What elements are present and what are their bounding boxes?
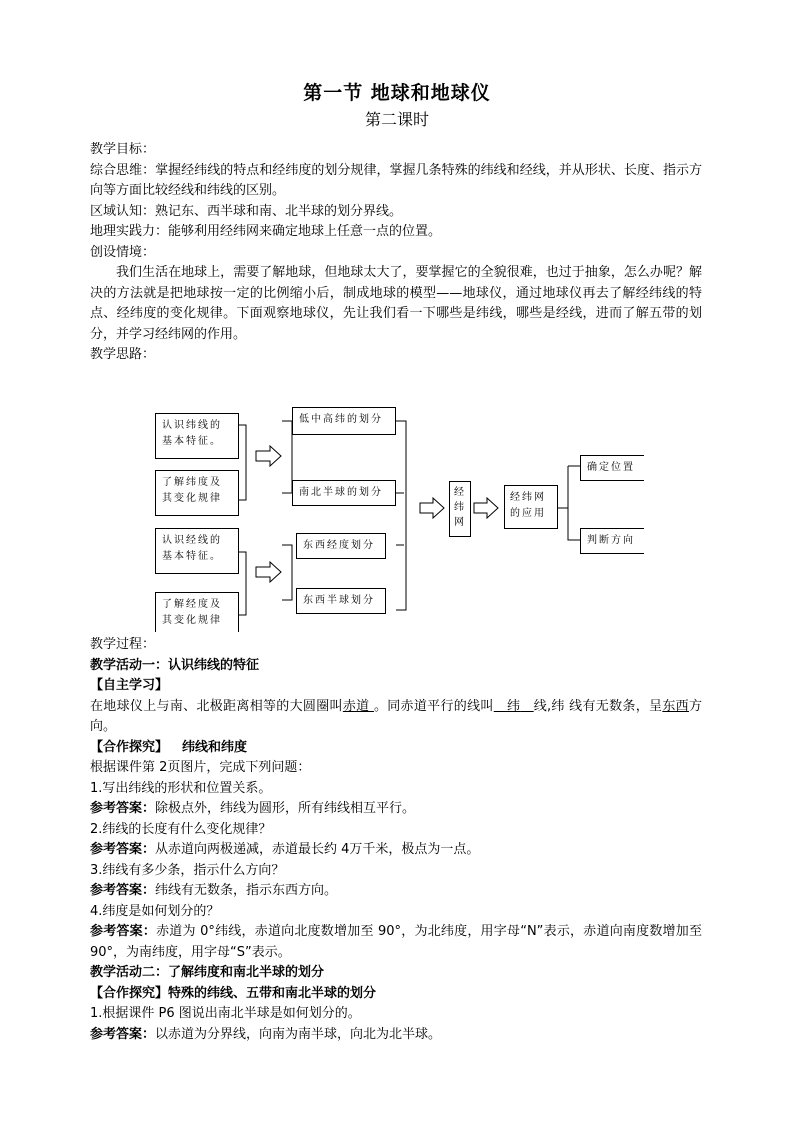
answer-3: 参考答案：纬线有无数条，指示东西方向。 [90, 883, 338, 898]
arrow-longitude [256, 562, 281, 582]
question-3: 3.纬线有多少条，指示什么方向？ [90, 862, 285, 878]
activity-2-title: 教学活动二：了解纬度和南北半球的划分 [90, 965, 325, 980]
answer-4: 参考答案：赤道为 0°纬线，赤道向北度数增加至 90°，为北纬度，用字母“N”表示，赤道向南度数增加至 90°，为南纬度，用字母“S”表示。 [90, 924, 702, 960]
question-2: 2.纬线的长度有什么变化规律？ [90, 821, 272, 837]
answer-1: 参考答案：除极点外，纬线为圆形，所有纬线相互平行。 [90, 801, 416, 816]
box-direction: 判断方向 [580, 528, 644, 554]
scene-text: 我们生活在地球上，需要了解地球，但地球太大了，要掌握它的全貌很难，也过于抽象，怎么办呢？解决的方法就是把地球按一定的比例缩小后，制成地球的模型——地球仪，通过地球仪再去了解经纬线的特点、经纬度的变化规律。下面观察地球仪，先让我们看一下哪些是纬线，哪些是经线，进而了解五带的划分，并学习经纬网的作用。 [90, 265, 702, 342]
coop-2-heading: 【合作探究】特殊的纬线、五带和南北半球的划分 [90, 985, 377, 1001]
question-1: 1.写出纬线的形状和位置关系。 [90, 780, 272, 796]
page-subtitle: 第二课时 [364, 110, 429, 129]
blank-latitude: 纬 [507, 698, 521, 714]
bracket-latitude-left [238, 425, 246, 500]
answer-2: 参考答案：从赤道向两极递减，赤道最长约 4万千米，极点为一点。 [90, 842, 480, 857]
box-ew-hemisphere: 东西半球划分 [296, 588, 386, 614]
box-longitude-degree: 了解经度及其变化规律 [155, 592, 239, 632]
goal-thinking: 综合思维：掌握经纬线的特点和经纬度的划分规律，掌握几条特殊的纬线和经线，并从形状、长度、指示方向等方面比较经线和纬线的区别。 [90, 162, 702, 198]
answer-5: 参考答案：以赤道为分界线，向南为南半球，向北为北半球。 [90, 1026, 442, 1042]
coop-1-heading: 【合作探究】 纬线和纬度 [90, 739, 248, 755]
blank-equator: 赤道 [342, 698, 370, 714]
box-ew-longitude: 东西经度划分 [296, 533, 386, 559]
goal-region: 区域认知：熟记东、西半球和南、北半球的划分界线。 [90, 203, 403, 219]
idea-heading: 教学思路： [90, 347, 156, 362]
arrow-latitude [256, 446, 281, 466]
fill-blank-paragraph: 在地球仪上与南、北极距离相等的大圆圈叫赤道 。同赤道平行的线叫 纬 线,纬 线有无数条，呈东西方向。 [90, 698, 702, 734]
bracket-longitude-left [238, 552, 246, 615]
arrow-to-application [474, 498, 498, 518]
box-grid-application: 经纬网的应用 [504, 485, 558, 529]
goals-heading: 教学目标： [90, 142, 156, 157]
box-latitude-basic: 认识纬线的基本特征。 [155, 413, 239, 459]
process-section [90, 635, 702, 1045]
bracket-latitude-mid [282, 421, 292, 493]
page-title: 第一节 地球和地球仪 [303, 82, 491, 104]
scene-heading: 创设情境： [90, 244, 156, 260]
box-locate: 确定位置 [580, 455, 644, 481]
arrow-to-grid [420, 498, 444, 518]
activity-1-title: 教学活动一：认识纬线的特征 [90, 657, 260, 673]
process-heading: 教学过程： [90, 637, 156, 652]
question-4: 4.纬度是如何划分的？ [90, 903, 220, 919]
box-ns-hemisphere: 南北半球的划分 [292, 480, 396, 506]
goal-practice: 地理实践力：能够利用经纬网来确定地球上任意一点的位置。 [90, 224, 442, 239]
instruction: 根据课件第 2页图片，完成下列问题： [90, 760, 311, 775]
question-5: 1.根据课件 P6 图说出南北半球是如何划分的。 [90, 1006, 361, 1021]
self-study-tag: 【自主学习】 [90, 678, 169, 693]
box-latitude-zones: 低中高纬的划分 [292, 407, 396, 435]
bracket-longitude-mid [282, 545, 292, 600]
bracket-outer [396, 421, 406, 610]
box-latitude-degree: 了解纬度及其变化规律 [155, 470, 239, 516]
box-longitude-basic: 认识经线的基本特征。 [155, 528, 239, 574]
blank-direction: 东西 [662, 698, 689, 714]
goals-section [90, 140, 702, 366]
box-grid: 经纬网 [449, 481, 471, 537]
